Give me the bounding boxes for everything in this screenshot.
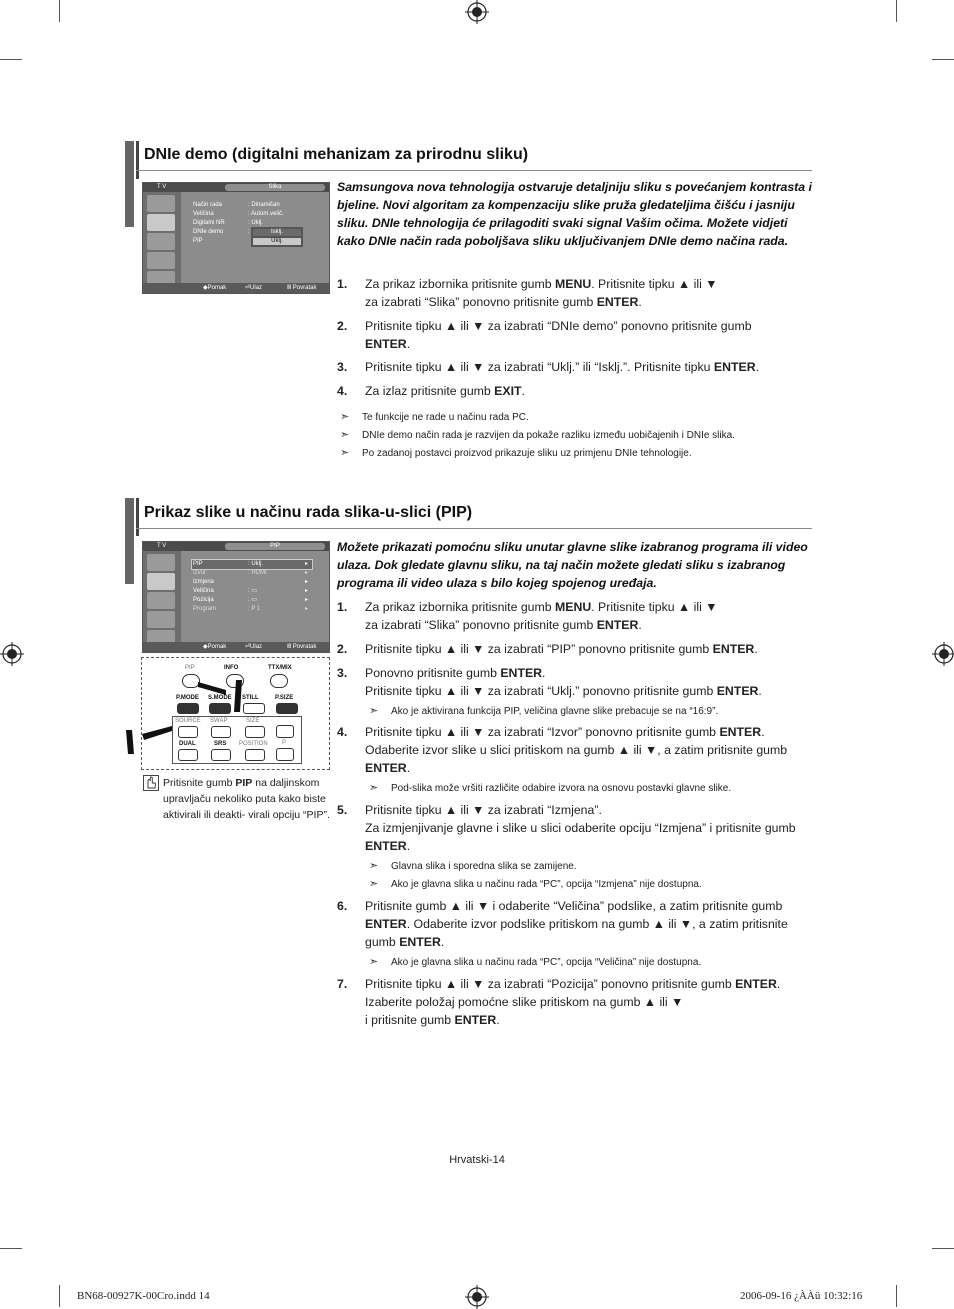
section-intro: Samsungova nova tehnologija ostvaruje detaljniju sliku s povećanjem kontrasta i bjeline. Novi algoritam za kompenzaciju slike pruža gledateljima čišću i jasniju sliku. DNIe tehnologija će prilagoditi svaki signal Vašim očima. Možete vidjeti kako DNIe način rada poboljšava sliku uključivanjem DNIe demo načina rada. xyxy=(337,180,812,248)
input-icon xyxy=(147,554,175,571)
osd-footer-move: ◆Pomak xyxy=(203,644,227,650)
remote-tip: Pritisnite gumb PIP na daljinskom upravljaču nekoliko puta kako biste aktivirali ili deakti- virali opciju “PIP”. xyxy=(163,777,330,821)
osd-popup xyxy=(251,227,303,247)
step-item: 2. Pritisnite tipku ▲ ili ▼ za izabrati “PIP” ponovno pritisnite gumb ENTER. xyxy=(337,642,758,656)
osd-footer-return: Ⅲ Povratak xyxy=(287,644,317,650)
remote-label-info: INFO xyxy=(224,665,239,671)
osd-title: Slika xyxy=(225,184,325,191)
osd-row: PIP : Uklj. ▸ xyxy=(193,561,309,567)
osd-row: Veličina : Autom.velič. xyxy=(193,211,284,217)
remote-label-dual: DUAL xyxy=(179,741,196,747)
ttx-button[interactable] xyxy=(270,674,288,688)
source-button[interactable] xyxy=(178,726,198,738)
registration-mark-icon xyxy=(465,1285,489,1309)
note-item: ➣ Pod-slika može vršiti različite odabire izvora na osnovu postavki glavne slike. xyxy=(369,782,732,794)
picture-icon xyxy=(147,214,175,231)
osd-screen-picture xyxy=(142,182,330,294)
osd-row: Veličina : ▭ ▸ xyxy=(193,588,309,594)
osd-row: Izvor : HDMI ▸ xyxy=(193,570,309,576)
note-item: ➣ Te funkcije ne rade u načinu rada PC. xyxy=(340,411,529,423)
remote-label-psize: P.SIZE xyxy=(275,695,294,701)
section-bar xyxy=(136,141,139,179)
osd-option-on: Uklj. xyxy=(253,238,301,245)
picture-icon xyxy=(147,573,175,590)
crop-mark xyxy=(0,1248,22,1249)
note-arrow-icon: ➣ xyxy=(340,429,350,441)
remote-label-swap: SWAP xyxy=(210,718,228,724)
section-title: Prikaz slike u načinu rada slika-u-slici (PIP) xyxy=(144,504,473,521)
section-intro: Možete prikazati pomoćnu sliku unutar glavne slike izabranog programa ili video ulaza. Dok gledate glavnu sliku, na taj način možete gledati sliku s izabranog programa ili video ulaza s bilo kojeg spojenog uređaja. xyxy=(337,540,808,590)
sound-icon xyxy=(147,233,175,250)
crop-mark xyxy=(59,1285,60,1307)
step-item: 3. Ponovno pritisnite gumb ENTER. Pritisnite tipku ▲ ili ▼ za izabrati “Uklj.” ponovno pritisnite gumb ENTER. xyxy=(337,666,762,698)
note-arrow-icon: ➣ xyxy=(340,411,350,423)
registration-mark-icon xyxy=(0,642,24,666)
channel-up-button[interactable] xyxy=(276,725,294,738)
osd-row: Pozicija : ▭ ▸ xyxy=(193,597,309,603)
step-item: 2. Pritisnite tipku ▲ ili ▼ za izabrati “DNIe demo” ponovno pritisnite gumb ENTER. xyxy=(337,319,752,351)
step-item: 3. Pritisnite tipku ▲ ili ▼ za izabrati “Uklj.” ili “Isklj.”. Pritisnite tipku ENTER. xyxy=(337,360,760,374)
note-item: ➣ Po zadanoj postavci proizvod prikazuje sliku uz primjenu DNIe tehnologije. xyxy=(340,447,692,459)
osd-tv-label: T V xyxy=(157,543,167,549)
note-item: ➣ Ako je aktivirana funkcija PIP, veličina glavne slike prebacuje se na “16:9”. xyxy=(369,705,719,717)
hand-pointer-icon xyxy=(143,775,159,791)
osd-row: Program : P 1 ▸ xyxy=(193,606,309,612)
step-item: 1. Za prikaz izbornika pritisnite gumb MENU. Pritisnite tipku ▲ ili ▼ za izabrati “Slika” ponovno pritisnite gumb ENTER. xyxy=(337,600,718,632)
osd-title: PIP xyxy=(225,543,325,550)
remote-label-srs: SRS xyxy=(214,741,227,747)
step-item: 1. Za prikaz izbornika pritisnite gumb MENU. Pritisnite tipku ▲ ili ▼ za izabrati “Slika” ponovno pritisnite gumb ENTER. xyxy=(337,277,718,309)
note-item: ➣ Ako je glavna slika u načinu rada “PC”, opcija “Veličina” nije dostupna. xyxy=(369,956,702,968)
osd-row: Digitalni NR : Uklj. xyxy=(193,220,263,226)
size-button[interactable] xyxy=(245,726,265,738)
crop-mark xyxy=(896,1285,897,1307)
note-item: ➣ Glavna slika i sporedna slika se zamijene. xyxy=(369,860,577,872)
osd-row: DNIe demo : xyxy=(193,229,250,235)
note-item: ➣ Ako je glavna slika u načinu rada “PC”, opcija “Izmjena” nije dostupna. xyxy=(369,878,702,890)
remote-label-pmode: P.MODE xyxy=(176,695,199,701)
srs-button[interactable] xyxy=(211,749,231,761)
step-item: 5. Pritisnite tipku ▲ ili ▼ za izabrati “Izmjena”. Za izmjenjivanje glavne i slike u slici odaberite opciju “Izmjena” i pritisnite gumb ENTER. xyxy=(337,803,796,853)
step-item: 4. Pritisnite tipku ▲ ili ▼ za izabrati “Izvor” ponovno pritisnite gumb ENTER. Odaberite izvor slike u slici pritiskom na gumb ▲ ili ▼, a zatim pritisnite gumb ENTER. xyxy=(337,725,788,775)
print-file-info: BN68-00927K-00Cro.indd 14 xyxy=(77,1290,210,1302)
remote-label-position: POSITION xyxy=(239,741,268,747)
step-item: 4. Za izlaz pritisnite gumb EXIT. xyxy=(337,384,525,398)
step-item: 7. Pritisnite tipku ▲ ili ▼ za izabrati “Pozicija” ponovno pritisnite gumb ENTER. Izaberite položaj pomoćne slike pritiskom na gumb ▲ ili ▼ i pritisnite gumb ENTER. xyxy=(337,977,781,1027)
note-arrow-icon: ➣ xyxy=(340,447,350,459)
crop-mark xyxy=(896,0,897,22)
registration-mark-icon xyxy=(465,0,489,24)
note-arrow-icon: ➣ xyxy=(369,878,379,890)
osd-footer-enter: ⏎Ulaz xyxy=(245,285,263,291)
osd-row: Izmjena ▸ xyxy=(193,579,309,585)
position-button[interactable] xyxy=(245,749,265,761)
remote-label-still: STILL xyxy=(242,695,259,701)
osd-row: Način rada : Dinamičan xyxy=(193,202,280,208)
crop-mark xyxy=(59,0,60,22)
sound-icon xyxy=(147,592,175,609)
osd-option-off: Isklj. xyxy=(253,229,301,236)
psize-button[interactable] xyxy=(276,703,298,714)
crop-mark xyxy=(0,59,22,60)
note-arrow-icon: ➣ xyxy=(369,860,379,872)
pointer-arrow-icon xyxy=(196,678,250,714)
osd-footer-return: Ⅲ Povratak xyxy=(287,285,317,291)
registration-mark-icon xyxy=(932,642,954,666)
osd-screen-pip xyxy=(142,541,330,653)
dual-button[interactable] xyxy=(178,749,198,761)
section-rule xyxy=(136,170,812,171)
osd-row: PIP xyxy=(193,238,203,244)
note-arrow-icon: ➣ xyxy=(369,956,379,968)
section-title: DNIe demo (digitalni mehanizam za prirodnu sliku) xyxy=(144,146,529,163)
note-arrow-icon: ➣ xyxy=(369,705,379,717)
remote-label-source: SOURCE xyxy=(175,718,201,724)
print-timestamp: 2006-09-16 ¿ÀÀü 10:32:16 xyxy=(740,1290,863,1302)
section-bar xyxy=(136,498,139,536)
note-arrow-icon: ➣ xyxy=(369,782,379,794)
osd-tv-label: T V xyxy=(157,184,167,190)
remote-label-pip: PIP xyxy=(185,665,195,671)
section-bar xyxy=(125,498,134,584)
section-rule xyxy=(136,528,812,529)
remote-label-size: SIZE xyxy=(246,718,260,724)
crop-mark xyxy=(932,1248,954,1249)
osd-footer-move: ◆Pomak xyxy=(203,285,227,291)
pointer-arrow-icon xyxy=(124,722,174,756)
input-icon xyxy=(147,195,175,212)
channel-icon xyxy=(147,252,175,269)
step-item: 6. Pritisnite gumb ▲ ili ▼ i odaberite “Veličina” podslike, a zatim pritisnite gumb ENTER. Odaberite izvor podslike pritiskom na gumb ▲ ili ▼, a zatim pritisnite gumb ENTER. xyxy=(337,899,788,949)
page-number: Hrvatski-14 xyxy=(449,1154,505,1166)
channel-icon xyxy=(147,611,175,628)
section-bar xyxy=(125,141,134,227)
remote-label-p: P xyxy=(282,740,287,746)
crop-mark xyxy=(932,59,954,60)
remote-label-ttx: TTX/MIX xyxy=(268,665,292,671)
channel-down-button[interactable] xyxy=(276,748,294,761)
remote-label-smode: S.MODE xyxy=(208,695,232,701)
osd-footer-enter: ⏎Ulaz xyxy=(245,644,263,650)
swap-button[interactable] xyxy=(211,726,231,738)
note-item: ➣ DNIe demo način rada je razvijen da pokaže razliku između uobičajenih i DNIe slika. xyxy=(340,429,735,441)
